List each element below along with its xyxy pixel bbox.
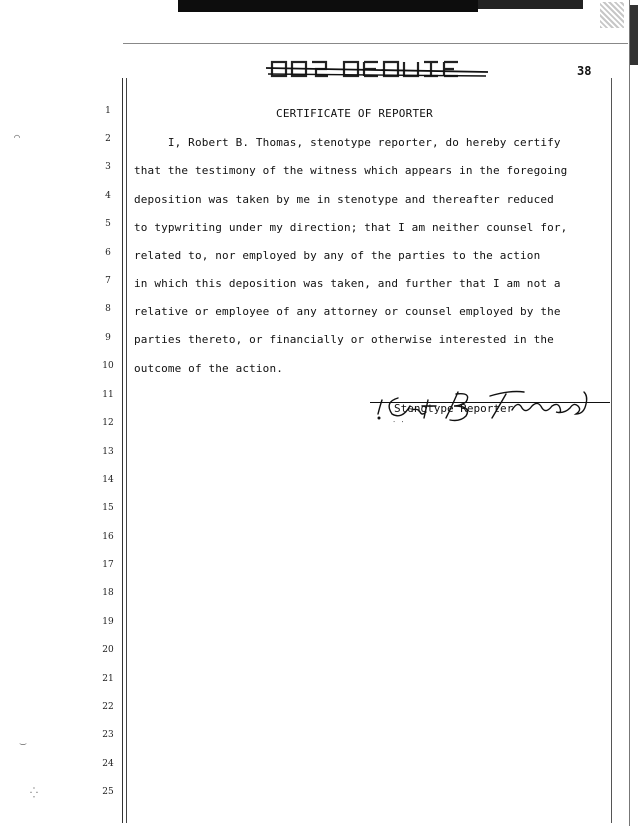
signature-label: Stenotype Reporter bbox=[394, 402, 514, 415]
line-number: 5 bbox=[105, 219, 111, 229]
certificate-body-line: in which this deposition was taken, and further that I am not a bbox=[134, 277, 561, 290]
line-number: 17 bbox=[102, 560, 114, 570]
line-number: 24 bbox=[102, 759, 114, 769]
line-number: 22 bbox=[102, 702, 114, 712]
line-number: 23 bbox=[102, 730, 114, 740]
line-number: 1 bbox=[105, 106, 111, 116]
certificate-title: CERTIFICATE OF REPORTER bbox=[276, 107, 433, 120]
line-number: 6 bbox=[105, 248, 111, 258]
scan-right-edge bbox=[629, 0, 638, 826]
line-number: 7 bbox=[105, 276, 111, 286]
line-number: 4 bbox=[105, 191, 111, 201]
certificate-body-line: related to, nor employed by any of the parties to the action bbox=[134, 249, 541, 262]
line-number: 20 bbox=[102, 645, 114, 655]
line-number: 14 bbox=[102, 475, 114, 485]
right-margin-rule bbox=[611, 78, 612, 823]
line-number: 21 bbox=[102, 674, 114, 684]
certificate-body-line: relative or employee of any attorney or counsel employed by the bbox=[134, 305, 561, 318]
line-number: 2 bbox=[105, 134, 111, 144]
scan-top-bar bbox=[178, 0, 478, 12]
margin-speck: ‿ bbox=[20, 735, 27, 746]
line-number: 8 bbox=[105, 304, 111, 314]
left-margin-rule-inner bbox=[126, 78, 127, 823]
page-number: 38 bbox=[577, 64, 592, 78]
scan-corner-noise bbox=[600, 2, 624, 28]
margin-speck: ⌒ bbox=[14, 132, 21, 143]
scan-speck: ⋅ ⋅ bbox=[392, 418, 405, 426]
line-number: 19 bbox=[102, 617, 114, 627]
certificate-body-line: to typwriting under my direction; that I am neither counsel for, bbox=[134, 221, 568, 234]
line-number: 11 bbox=[102, 390, 114, 400]
certificate-body-line: parties thereto, or financially or otherwise interested in the bbox=[134, 333, 554, 346]
left-margin-rule bbox=[122, 78, 123, 823]
certificate-body-line: I, Robert B. Thomas, stenotype reporter, do hereby certify bbox=[134, 136, 561, 149]
line-number: 16 bbox=[102, 532, 114, 542]
scan-top-bar-right bbox=[478, 0, 583, 9]
line-number: 15 bbox=[102, 503, 114, 513]
line-number: 25 bbox=[102, 787, 114, 797]
certificate-body-line: that the testimony of the witness which appears in the foregoing bbox=[134, 164, 568, 177]
line-number: 10 bbox=[102, 361, 114, 371]
line-number: 3 bbox=[105, 162, 111, 172]
page-top-line bbox=[123, 43, 628, 44]
line-number: 18 bbox=[102, 588, 114, 598]
certificate-body-line: outcome of the action. bbox=[134, 362, 283, 375]
line-number: 9 bbox=[105, 333, 111, 343]
scan-right-edge-shadow bbox=[630, 5, 638, 65]
line-number: 12 bbox=[102, 418, 114, 428]
crossed-out-stamp bbox=[266, 54, 491, 88]
margin-speck: ⁛ bbox=[30, 788, 38, 799]
line-number: 13 bbox=[102, 447, 114, 457]
certificate-body-line: deposition was taken by me in stenotype and thereafter reduced bbox=[134, 193, 554, 206]
